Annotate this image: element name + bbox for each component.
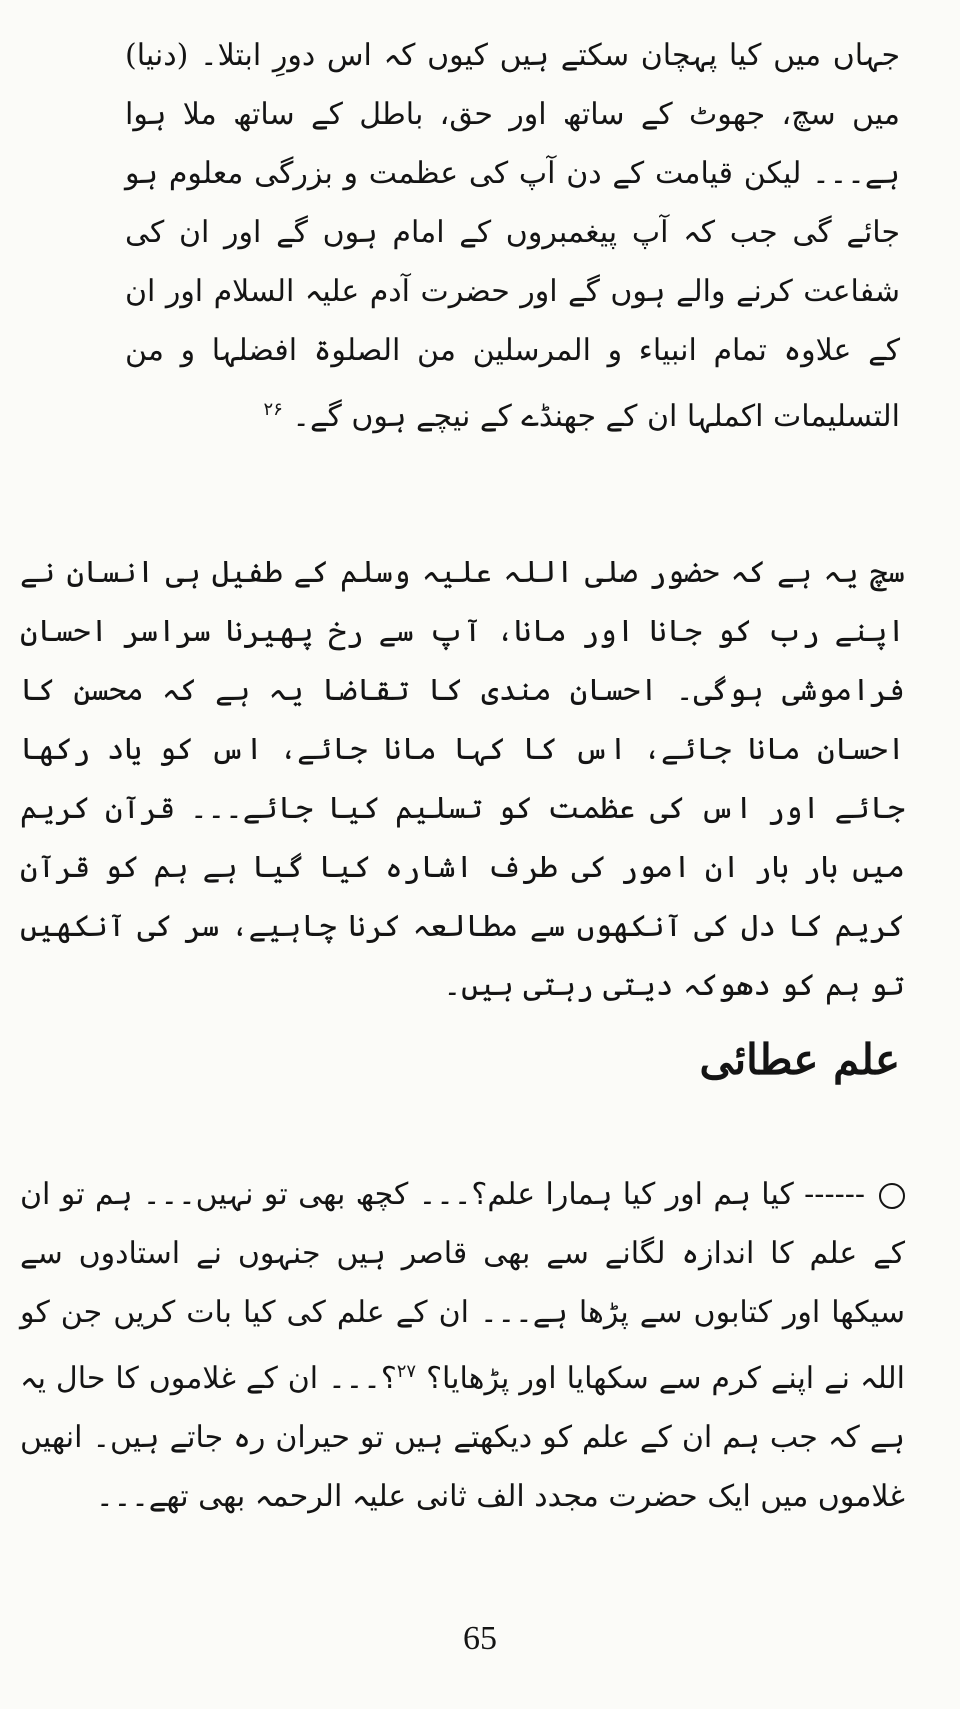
section-heading: علم عطائی <box>699 1035 900 1084</box>
paragraph-text-continued: ؟۔۔۔ ان کے غلاموں کا حال یہ ہے کہ جب ہم ان کے علم کو دیکھتے ہیں تو حیران رہ جاتے ہیں۔ انھیں غلاموں میں ایک حضرت مجدد الف ثانی علیہ الرحمہ بھی تھے۔۔۔ <box>20 1361 905 1514</box>
block-quote <box>125 26 900 446</box>
body-paragraph <box>20 1165 905 1526</box>
body-paragraph: سچ یہ ہے کہ حضور صلی اللہ علیہ وسلم کے طفیل ہی انسان نے اپنے رب کو جانا اور مانا، آپ سے رخ پھیرنا سراسر احسان فراموشی ہوگی۔ احسان مندی کا تقاضا یہ ہے کہ محسن کا احسان مانا جائے، اس کا کہا مانا جائے، اس کو یاد رکھا جائے اور اس کی عظمت کو تسلیم کیا جائے۔۔۔ قرآن کریم میں بار بار ان امور کی طرف اشارہ کیا گیا ہے ہم کو قرآن کریم کا دل کی آنکھوں سے مطالعہ کرنا چاہیے، سر کی آنکھیں تو ہم کو دھوکہ دیتی رہتی ہیں۔ <box>20 555 905 1003</box>
footnote-marker: ۲۷ <box>396 1361 417 1382</box>
body-section-1 <box>20 543 905 1015</box>
quote-text: جہاں میں کیا پہچان سکتے ہیں کیوں کہ اس دورِ ابتلا۔ (دنیا) میں سچ، جھوٹ کے ساتھ اور حق، باطل کے ساتھ ملا ہوا ہے۔۔۔ لیکن قیامت کے دن آپ کی عظمت و بزرگی معلوم ہو جائے گی جب کہ آپ پیغمبروں کے امام ہوں گے اور ان کی شفاعت کرنے والے ہوں گے اور حضرت آدم علیہ السلام اور ان کے علاوہ تمام انبیاء و المرسلین من الصلوۃ افضلہا و من التسلیمات اکملہا ان کے جھنڈے کے نیچے ہوں گے۔ <box>125 38 901 434</box>
body-section-2 <box>20 1165 905 1526</box>
paragraph-text: ------ کیا ہم اور کیا ہمارا علم؟۔۔۔ کچھ بھی تو نہیں۔۔۔ ہم تو ان کے علم کا اندازہ لگانے سے بھی قاصر ہیں جنہوں نے استادوں سے سیکھا اور کتابوں سے پڑھا ہے۔۔۔ ان کے علم کی کیا بات کریں جن کو اللہ نے اپنے کرم سے سکھایا اور پڑھایا؟ <box>20 1177 905 1396</box>
page-number: 65 <box>463 1620 497 1657</box>
quote-paragraph <box>125 26 900 446</box>
footnote-marker: ۲۶ <box>263 399 283 420</box>
circle-bullet-icon <box>879 1183 905 1209</box>
